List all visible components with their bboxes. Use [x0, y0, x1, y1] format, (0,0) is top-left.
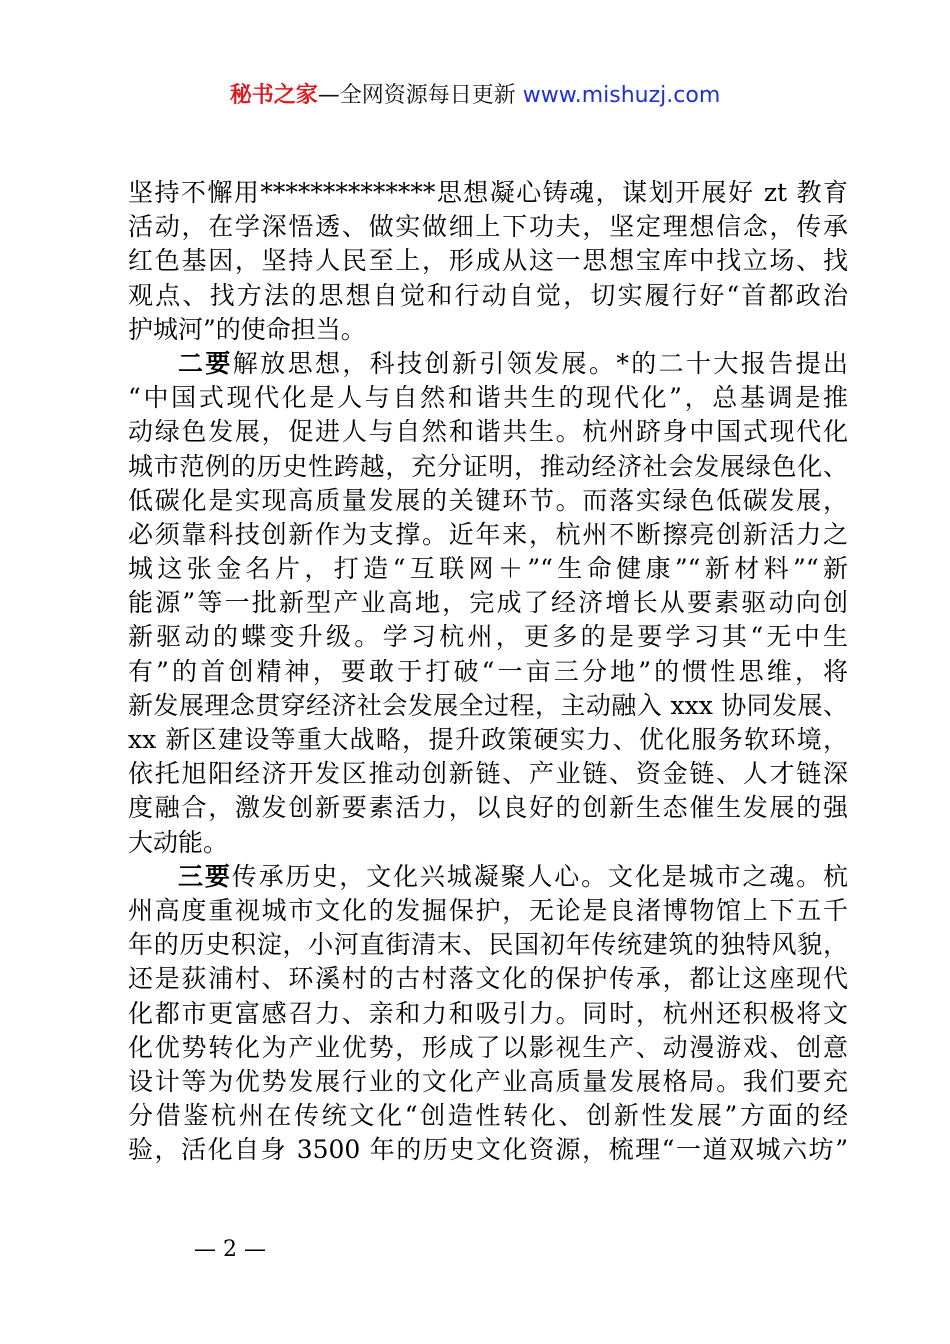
text-line: 红色基因，坚持人民至上，形成从这一思想宝库中找立场、找	[128, 246, 848, 276]
text-line: 动绿色发展，促进人与自然和谐共生。杭州跻身中国式现代化	[128, 417, 848, 447]
text-line: 分借鉴杭州在传统文化“创造性转化、创新性发展”方面的经	[128, 1101, 848, 1131]
paragraph-lead: 三要	[178, 861, 232, 891]
text-line: 必须靠科技创新作为支撑。近年来，杭州不断擦亮创新活力之	[128, 519, 848, 549]
brand-slogan: —全网资源每日更新	[317, 83, 523, 108]
text-line: 城市范例的历史性跨越，充分证明，推动经济社会发展绿色化、	[128, 451, 848, 481]
text-line: 护城河”的使命担当。	[128, 314, 366, 344]
text-line: 化优势转化为产业优势，形成了以影视生产、动漫游戏、创意	[128, 1032, 848, 1062]
paragraph-lead-text: 解放思想，科技创新引领发展。*的二十大报告提出	[232, 348, 848, 378]
text-line: 能源”等一批新型产业高地，完成了经济增长从要素驱动向创	[128, 588, 848, 618]
text-line: 低碳化是实现高质量发展的关键环节。而落实绿色低碳发展，	[128, 485, 848, 515]
text-line: 新发展理念贯穿经济社会发展全过程，主动融入 xxx 协同发展、	[128, 690, 848, 720]
paragraph-lead: 二要	[178, 348, 233, 378]
text-line: 依托旭阳经济开发区推动创新链、产业链、资金链、人才链深	[128, 759, 848, 789]
text-line: 有”的首创精神，要敢于打破“一亩三分地”的惯性思维，将	[128, 656, 848, 686]
brand-name: 秘书之家	[229, 83, 318, 108]
page-number: — 2 —	[194, 1237, 266, 1262]
site-url-link[interactable]: www.mishuzj.com	[522, 83, 721, 108]
text-line: 度融合，激发创新要素活力，以良好的创新生态催生发展的强	[128, 793, 848, 823]
document-body	[128, 176, 848, 1167]
text-line: 州高度重视城市文化的发掘保护，无论是良渚博物馆上下五千	[128, 895, 848, 925]
paragraph-lead-text: 传承历史，文化兴城凝聚人心。文化是城市之魂。杭	[231, 861, 848, 891]
text-line: 化都市更富感召力、亲和力和吸引力。同时，杭州还积极将文	[128, 998, 848, 1028]
text-line: 新驱动的蝶变升级。学习杭州，更多的是要学习其“无中生	[128, 622, 848, 652]
text-line: 坚持不懈用**************思想凝心铸魂，谋划开展好 zt 教育	[128, 178, 848, 207]
text-line: 观点、找方法的思想自觉和行动自觉，切实履行好“首都政治	[128, 280, 848, 310]
paragraph-first-line	[128, 347, 848, 381]
text-line: 设计等为优势发展行业的文化产业高质量发展格局。我们要充	[128, 1066, 848, 1096]
text-line: 活动，在学深悟透、做实做细上下功夫，坚定理想信念，传承	[128, 212, 848, 242]
text-line: 验，活化自身 3500 年的历史文化资源，梳理“一道双城六坊”	[128, 1135, 848, 1165]
text-line: 大动能。	[128, 827, 229, 857]
site-banner	[0, 80, 950, 112]
text-line: 年的历史积淀，小河直街清末、民国初年传统建筑的独特风貌，	[128, 930, 848, 960]
text-line: 城这张金名片，打造“互联网＋”“生命健康”“新材料”“新	[128, 554, 848, 584]
text-line: xx 新区建设等重大战略，提升政策硬实力、优化服务软环境，	[128, 725, 848, 754]
paragraph-first-line	[128, 860, 848, 894]
text-line: “中国式现代化是人与自然和谐共生的现代化”，总基调是推	[128, 383, 848, 413]
text-line: 还是荻浦村、环溪村的古村落文化的保护传承，都让这座现代	[128, 964, 848, 994]
